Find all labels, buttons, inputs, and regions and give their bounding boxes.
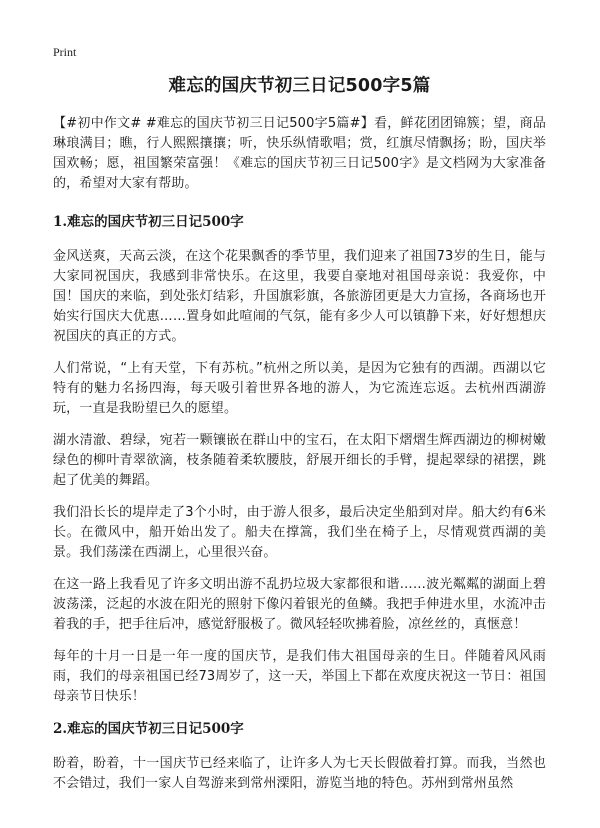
section-1-paragraph: 金风送爽，天高云淡，在这个花果飘香的季节里，我们迎来了祖国73岁的生日，能与大家同祝国庆，我感到非常快乐。在这里，我要自豪地对祖国母亲说：我爱你，中国！国庆的来临，到处张灯结彩，升国旗彩旗，各旅游团更是大力宣扬，各商场也开始实行国庆大优惠……置身如此喧闹的气氛，能有多少人可以镇静下来，好好想想庆祝国庆的真正的方式。 xyxy=(53,249,546,344)
section-1-paragraph: 每年的十月一日是一年一度的国庆节，是我们伟大祖国母亲的生日。伴随着风风雨雨，我们的母亲祖国已经73周岁了，这一天，举国上下都在欢度庆祝这一节日：祖国母亲节日快乐！ xyxy=(53,649,546,704)
section-1-paragraph: 人们常说，“上有天堂，下有苏杭。”杭州之所以美，是因为它独有的西湖。西湖以它特有的魅力名扬四海，每天吸引着世界各地的游人，为它流连忘返。去杭州西湖游玩，一直是我盼望已久的愿望。 xyxy=(53,361,546,416)
intro-paragraph: 【#初中作文# #难忘的国庆节初三日记500字5篇#】看，鲜花团团锦簇；望，商品琳琅满目；瞧，行人熙熙攘攘；听，快乐纵情歌唱；赏，红旗尽情飘扬；盼，国庆举国欢畅；愿，祖国繁荣富强！《难忘的国庆节初三日记500字》是文档网为大家准备的，希望对大家有帮助。 xyxy=(53,116,546,191)
section-heading-2: 2.难忘的国庆节初三日记500字 xyxy=(53,721,244,737)
document-title: 难忘的国庆节初三日记500字5篇 xyxy=(168,76,431,96)
section-heading-1: 1.难忘的国庆节初三日记500字 xyxy=(53,214,244,230)
section-1-paragraph: 我们沿长长的堤岸走了3个小时，由于游人很多，最后决定坐船到对岸。船大约有6米长。在微风中，船开始出发了。船夫在撑篙，我们坐在椅子上，尽情观赏西湖的美景。我们荡漾在西湖上，心里很兴奋。 xyxy=(53,505,546,560)
section-2-paragraph: 盼着，盼着，十一国庆节已经来临了，让许多人为七天长假做着打算。而我，当然也不会错过，我们一家人自驾游来到常州溧阳，游览当地的特色。苏州到常州虽然 xyxy=(53,756,546,791)
print-label: Print xyxy=(53,45,77,59)
section-1-paragraph: 湖水清澈、碧绿，宛若一颗镶嵌在群山中的宝石，在太阳下熠熠生辉西湖边的柳树嫩绿色的柳叶青翠欲滴，枝条随着柔软腰肢，舒展开细长的手臂，提起翠绿的裙摆，跳起了优美的舞蹈。 xyxy=(53,433,546,488)
section-1-paragraph: 在这一路上我看见了许多文明出游不乱扔垃圾大家都很和谐……波光粼粼的湖面上碧波荡漾，泛起的水波在阳光的照射下像闪着银光的鱼鳞。我把手伸进水里，水流冲击着我的手，把手往后冲，感觉舒服极了。微风轻轻吹拂着脸，凉丝丝的，真惬意！ xyxy=(53,577,546,632)
